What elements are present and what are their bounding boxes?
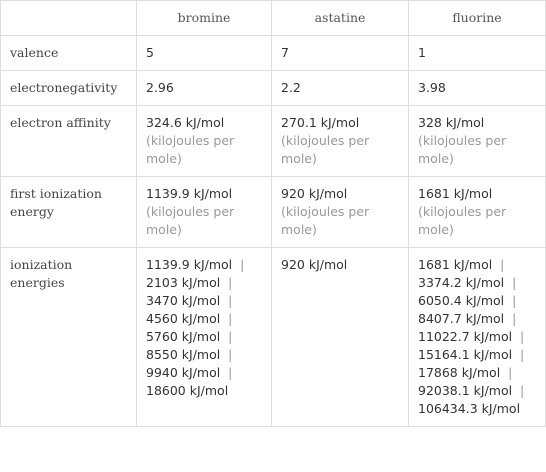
- unit-note: (kilojoules per mole): [418, 204, 507, 237]
- ionization-energy-value: 4560 kJ/mol: [146, 311, 221, 326]
- list-separator: |: [504, 293, 525, 308]
- energy-list-astatine: [272, 248, 409, 427]
- list-separator: |: [220, 293, 241, 308]
- table-cell: [137, 177, 272, 248]
- header-row: [1, 1, 546, 36]
- table-row: [1, 177, 546, 248]
- cell-value: 2.2: [272, 71, 409, 106]
- row-label-valence: valence: [1, 36, 137, 71]
- energy-list-fluorine: [409, 248, 546, 427]
- ionization-energy-value: 1681 kJ/mol: [418, 257, 493, 272]
- unit-note: (kilojoules per mole): [418, 133, 507, 166]
- column-header-astatine: astatine: [272, 1, 409, 36]
- ionization-energy-value: 3374.2 kJ/mol: [418, 275, 505, 290]
- table-cell: [409, 177, 546, 248]
- ionization-energy-value: 92038.1 kJ/mol: [418, 383, 513, 398]
- cell-value: 1139.9 kJ/mol: [146, 186, 233, 201]
- table-cell: [409, 106, 546, 177]
- cell-value: 1: [409, 36, 546, 71]
- energy-list-bromine: [137, 248, 272, 427]
- unit-note: (kilojoules per mole): [281, 133, 370, 166]
- list-separator: |: [220, 365, 241, 380]
- list-separator: |: [504, 311, 525, 326]
- cell-value: 328 kJ/mol: [418, 115, 485, 130]
- ionization-energy-value: 9940 kJ/mol: [146, 365, 221, 380]
- list-separator: |: [504, 275, 525, 290]
- list-separator: |: [512, 383, 533, 398]
- cell-value: 5: [137, 36, 272, 71]
- ionization-energy-value: 5760 kJ/mol: [146, 329, 221, 344]
- unit-note: (kilojoules per mole): [281, 204, 370, 237]
- table-cell: [272, 177, 409, 248]
- unit-note: (kilojoules per mole): [146, 204, 235, 237]
- table-row: [1, 71, 546, 106]
- list-separator: |: [512, 329, 533, 344]
- cell-value: 7: [272, 36, 409, 71]
- list-separator: |: [220, 275, 241, 290]
- cell-value: 3.98: [409, 71, 546, 106]
- table-cell: [272, 106, 409, 177]
- ionization-energy-value: 8407.7 kJ/mol: [418, 311, 505, 326]
- list-separator: |: [232, 257, 253, 272]
- column-header-bromine: bromine: [137, 1, 272, 36]
- column-header-fluorine: fluorine: [409, 1, 546, 36]
- cell-value: 324.6 kJ/mol: [146, 115, 225, 130]
- cell-value: 270.1 kJ/mol: [281, 115, 360, 130]
- ionization-energy-value: 6050.4 kJ/mol: [418, 293, 505, 308]
- row-label-electronegativity: electronegativity: [1, 71, 137, 106]
- table-cell: [137, 106, 272, 177]
- list-separator: |: [220, 347, 241, 362]
- ionization-energy-value: 2103 kJ/mol: [146, 275, 221, 290]
- row-label-first-ionization-energy: first ionization energy: [1, 177, 137, 248]
- row-label-ionization-energies: ionization energies: [1, 248, 137, 427]
- ionization-energy-value: 11022.7 kJ/mol: [418, 329, 513, 344]
- ionization-energy-value: 920 kJ/mol: [281, 257, 348, 272]
- cell-value: 2.96: [137, 71, 272, 106]
- row-label-electron-affinity: electron affinity: [1, 106, 137, 177]
- ionization-energy-value: 17868 kJ/mol: [418, 365, 501, 380]
- list-separator: |: [512, 347, 533, 362]
- list-separator: |: [220, 311, 241, 326]
- cell-value: 1681 kJ/mol: [418, 186, 493, 201]
- ionization-energy-value: 1139.9 kJ/mol: [146, 257, 233, 272]
- ionization-energy-value: 106434.3 kJ/mol: [418, 401, 521, 416]
- list-separator: |: [492, 257, 513, 272]
- list-separator: |: [220, 329, 241, 344]
- unit-note: (kilojoules per mole): [146, 133, 235, 166]
- table-row: [1, 36, 546, 71]
- corner-cell: [1, 1, 137, 36]
- list-separator: |: [500, 365, 521, 380]
- ionization-energy-value: 15164.1 kJ/mol: [418, 347, 513, 362]
- ionization-energy-value: 8550 kJ/mol: [146, 347, 221, 362]
- cell-value: 920 kJ/mol: [281, 186, 348, 201]
- ionization-energy-value: 18600 kJ/mol: [146, 383, 229, 398]
- table-row: [1, 248, 546, 427]
- table-row: [1, 106, 546, 177]
- ionization-energy-value: 3470 kJ/mol: [146, 293, 221, 308]
